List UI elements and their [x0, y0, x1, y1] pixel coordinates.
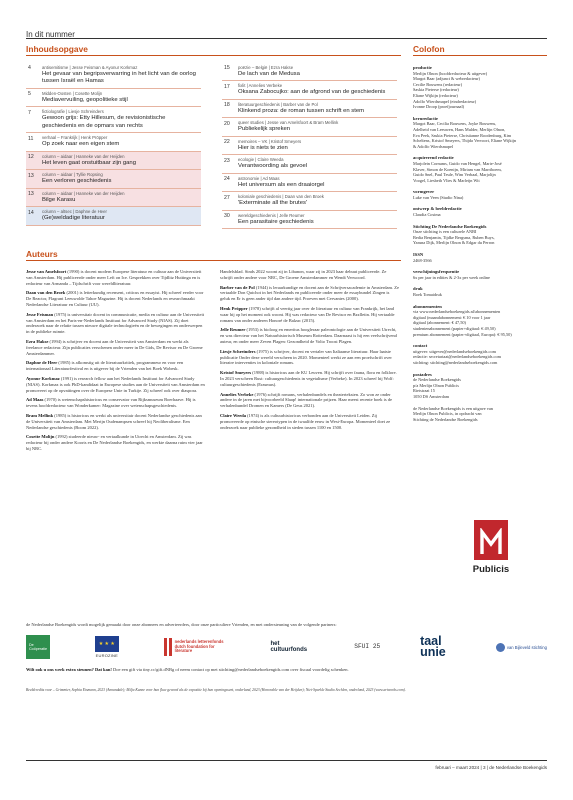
author-bio: (1994) is schrijver en docent aan de Universiteit van Amsterdam en werkt als freelance redacteur. Zijn publicaties verschenen onder meer in De Gids, De Revisor en De Groene Amsterdammer. — [26, 338, 203, 356]
author-name: Daan van den Broek — [26, 290, 66, 296]
toc-item[interactable] — [26, 207, 201, 225]
toc-page-number: 18 — [224, 102, 230, 109]
logo-cultuurfonds-text: het cultuurfonds — [270, 640, 308, 653]
author-entry — [26, 339, 206, 356]
author-entry — [220, 306, 400, 323]
colofon-line: Margot Baar, Cecilia Bouwens, Joyke Bouwens, — [413, 121, 497, 127]
logo-taalunie — [420, 636, 456, 658]
toc-item-body — [238, 176, 397, 190]
partner-logos — [26, 634, 547, 660]
toc-page-number: 4 — [28, 65, 31, 72]
colofon-line: digitaal (maandabonnement: € 10 voor 1 jaar — [413, 314, 491, 320]
toc-kicker: column – altsec | Daphne de Heer — [42, 209, 107, 215]
toc-item[interactable] — [26, 63, 201, 89]
toc-kicker: literatuurgeschiedenis | Barber van de Pol — [238, 101, 318, 107]
toc-kicker: memoires – VK | Kristof Smeyers — [238, 138, 302, 144]
toc-item[interactable] — [222, 118, 397, 136]
colofon-line: Claudia Cosima — [413, 212, 441, 218]
author-name: Ad Maas — [26, 397, 44, 403]
author-name: Cosette Molijn — [26, 434, 55, 440]
colofon-heading: acquirerend redactie — [413, 155, 454, 161]
logo-taalunie-text: taal unie — [420, 634, 446, 659]
toc-page-number: 15 — [224, 65, 230, 72]
toc-kicker: column – aidaar | Hanneke van der Heijden — [42, 190, 125, 196]
colofon-line: Adolfo Wierdsmapel (eindredacteur) — [413, 98, 477, 104]
logo-letterenfonds-text: nederlands letterenfonds dutch foundation for literature — [174, 639, 224, 654]
author-name: Liesje Schreinders — [220, 348, 256, 354]
toc-headline: Gewoon grijs: Etty Hillesum, de revisionistische geschiedenis en de opmars van rechts — [42, 115, 166, 129]
author-entry — [26, 376, 206, 393]
colofon-heading: ISSN — [413, 252, 424, 258]
publicis-logo-text: Publicis — [472, 564, 510, 575]
toc-page-number: 23 — [224, 157, 230, 164]
colofon-line: Guido Snel, Paul Teule, Wim Verbaal, Marjolijn — [413, 172, 496, 178]
toc-page-number: 30 — [224, 213, 230, 220]
toc-headline: Mediavervuiling, geopolitieke stijl — [42, 96, 128, 103]
colofon-block — [413, 206, 547, 217]
author-bio: (1975) is schrijver, docent en vertaler van Italiaanse literatuur. Haar laatste publicatie Onder deze wereld verscheen in 2020. Momenteel werkt ze aan een proefschrift over literaire interventies in koloniale romans. — [220, 348, 392, 366]
author-entry — [220, 349, 400, 366]
colofon-line: Scheltens, Kristof Smeyers, Thijda Vervoort, Eliane Wijkijn — [413, 138, 517, 144]
logo-cultuurfonds — [270, 641, 314, 654]
author-name: Ezra Hakse — [26, 338, 49, 344]
colofon-line: de Nederlandse Boekengids — [413, 377, 461, 383]
colofon-block — [413, 343, 547, 365]
colofon-line: Adelheid van Leeuwen, Hans Mulder, Merlijn Olnon, — [413, 126, 506, 132]
colofon-line: 6x per jaar in edities & 2-3x per week online — [413, 274, 490, 280]
toc-item[interactable] — [26, 89, 201, 107]
colofon-heading: postadres — [413, 371, 432, 377]
author-entry — [220, 269, 400, 281]
colofon-line: Marjolein Cornums, Guido van Hengel, Marie-José — [413, 160, 502, 166]
toc-page-number: 5 — [28, 91, 31, 98]
toc-page-number: 14 — [28, 209, 34, 216]
author-name: Daphne de Heer — [26, 360, 58, 366]
logo-eurozine-text: EUROZINE — [95, 653, 118, 658]
colofon-line: Boek Tomaidruk — [413, 292, 442, 297]
toc-item-body — [42, 154, 201, 168]
toc-right-column — [222, 63, 397, 229]
toc-item-body — [42, 172, 201, 186]
toc-item-body — [238, 194, 397, 208]
toc-item-body — [42, 109, 201, 130]
toc-page-number: 11 — [28, 135, 34, 142]
toc-item-body — [238, 139, 397, 153]
cta-text: Doe een gift via tiny.cc/gift.dNBg of neem contact op met stichting@nederlandseboekengids.com over fiscaal voordelig schenken. — [113, 667, 349, 672]
author-entry — [26, 397, 206, 409]
logo-van-bijleveld — [496, 643, 547, 652]
colofon-block — [413, 65, 547, 110]
toc-page-number: 24 — [224, 176, 230, 183]
author-entry — [220, 327, 400, 344]
author-name: Barber van de Pol — [220, 284, 255, 290]
logo-dc-text: De Coöperatie — [29, 642, 48, 651]
toc-kicker: column – aidaar | Tyllie Ropsing — [42, 172, 103, 178]
toc-item[interactable] — [222, 100, 397, 118]
toc-headline: 'Exterminate all the brutes' — [238, 200, 308, 207]
colofon-line: redactie: secretariaat@nederlandseboekengids.com — [413, 354, 501, 360]
toc-headline: Bilge Karasu — [42, 196, 76, 203]
toc-item[interactable] — [222, 155, 397, 173]
colofon-block — [413, 406, 547, 423]
page-header — [26, 24, 547, 38]
colofon-line: 2468-3566 — [413, 257, 432, 263]
toc-item-body — [238, 102, 397, 116]
toc-headline: Klinkend proza: de roman tussen schrift en stem — [238, 107, 365, 114]
toc-item[interactable] — [26, 170, 201, 188]
colofon-line: Margot Baar (adjunct & webredacteur) — [413, 76, 480, 82]
toc-kicker: column – aidaar | Hanneke van der Heijden — [42, 153, 125, 159]
toc-item[interactable] — [222, 63, 397, 81]
author-bio: (1974) is als cultuurhistoricus verbonden aan de Universiteit Leiden. Zij promoveerde op etnische stereotypen in de twaalfde eeuw in West-Europa. Momenteel doet ze onderzoek naar publieke gezondheid in steden tussen 1100 en 1500. — [220, 412, 391, 430]
colofon-heading: druk — [413, 286, 423, 292]
colofon-line: premium abonnement (papier+digitaal, Europa): € 95,50) — [413, 331, 512, 337]
author-entry — [26, 312, 206, 335]
toc-kicker: queer studies | Jesse van Amelsfoort & Bram Mellink — [238, 120, 339, 126]
toc-kicker: fixlit | Annelies Verbeke — [238, 83, 283, 89]
author-entry — [220, 392, 400, 409]
author-entry — [26, 269, 206, 286]
toc-headline: Het universum als een draaiorgel — [238, 181, 325, 188]
toc-item-body — [238, 120, 397, 134]
colofon-line: Voogel, Liesbeth Vlies & Marleijn Wit — [413, 177, 480, 183]
toc-item-body — [238, 65, 397, 79]
colofon-heading: verschijningsfrequentie — [413, 269, 460, 275]
toc-item[interactable] — [222, 174, 397, 192]
colofon-heading: kernredactie — [413, 115, 438, 121]
colofon-block — [413, 252, 547, 263]
author-name: Annelies Verbeke — [220, 391, 254, 397]
colofon — [413, 44, 547, 428]
header-label: In dit nummer — [26, 30, 75, 39]
toc-item-body — [238, 83, 397, 97]
toc-item-body — [42, 65, 201, 86]
van-bijleveld-mark-icon — [496, 643, 505, 652]
author-name: Ayonur Korkmaz — [26, 375, 60, 381]
table-of-contents — [26, 44, 401, 225]
toc-headline: Verantwoording als gevoel — [238, 163, 308, 170]
author-entry — [220, 285, 400, 302]
author-name: Claire Weeda — [220, 412, 246, 418]
toc-page-number: 12 — [28, 154, 34, 161]
page-footer — [26, 760, 547, 770]
toc-page-number: 13 — [28, 191, 34, 198]
toc-kicker: Midden-Oosten | Cosette Molijn — [42, 90, 103, 96]
toc-page-number: 22 — [224, 139, 230, 146]
colofon-block — [413, 189, 547, 200]
colofon-title: Colofon — [413, 44, 445, 54]
author-entry — [26, 290, 206, 307]
author-bio: (1991) is research fellow aan het Nederlands Instituut for Advanced Study (NIAS). Korkmaz is ook PhD-kandidaat in Europese studies aan de Universiteit van Amsterdam en promoveert op de opvattingen over de Europese Unie in Turkije. Zij schreef ook over diaspora. — [26, 375, 205, 393]
colofon-block — [413, 269, 547, 280]
publicis-logo — [468, 520, 514, 582]
toc-kicker: ecologie | Claire Weeda — [238, 157, 284, 163]
author-bio: (1985) is historicus en werkt als universitair docent Nederlandse geschiedenis aan de Universiteit van Amsterdam. Met Merijn Oudenampsen schreef hij Neoliberalisme. Een Nederlandse geschiedenis (Boom 2022). — [26, 412, 202, 430]
author-name: Bram Mellink — [26, 412, 54, 418]
colofon-line: Luke van Veen (Studio Nina) — [413, 194, 464, 200]
colofon-line: Cecilie Bouwens (redacteur) — [413, 81, 463, 87]
colofon-line: Stichting de Nederlandse Boekengids — [413, 416, 478, 422]
colofon-block — [413, 116, 547, 150]
eu-stars-icon: ★ ★ ★ — [95, 636, 119, 652]
author-bio: (1990) is docent modern Europese literatuur en cultuur aan de Universiteit van Amsterdam. Hij publiceerde onder meer Left on Ice. Gesprekken over Tijdlitz Huttinga en is redacteur van Armanda – Tijdschrift voor wereldliteratuur. — [26, 269, 202, 286]
contents-title: Inhoudsopgave — [26, 44, 88, 54]
colofon-block — [413, 304, 547, 338]
toc-kicker: verhaal – Frankrijk | Henk Pröpper — [42, 135, 108, 141]
colofon-block — [413, 286, 547, 297]
logo-sfui — [354, 643, 380, 651]
colofon-line: de Nederlandse Boekengids is een uitgave van — [413, 405, 493, 411]
colofon-line: Yaruna Dijk, Merlijn Olnon & Edgar du Perron — [413, 240, 495, 246]
colofon-heading: ontwerp & beeldredactie — [413, 206, 462, 212]
authors-right-column — [220, 269, 400, 456]
colofon-line: via www.nederlandseboekengids.nl/abonnementen — [413, 309, 501, 315]
contents-rule — [26, 55, 401, 56]
toc-page-number: 20 — [224, 120, 230, 127]
colofon-line: & Adolfo Wierdsmapel — [413, 143, 454, 149]
author-name: Jesse Feisman — [26, 311, 54, 317]
logo-letterenfonds — [164, 638, 231, 656]
colofon-line: studentenabonnement (papier+digitaal: € 49,50) — [413, 325, 496, 331]
colofon-block — [413, 155, 547, 183]
toc-item-body — [42, 209, 201, 223]
sponsors-intro: de Nederlandse Boekengids wordt mogelijk gemaakt door onze abonnees en adverteerders, door onze particuliere Vrienden, en met ondersteuning van de volgende partners: — [26, 622, 337, 627]
toc-headline: Een parasitaire geschiedenis — [238, 218, 314, 225]
toc-headline: Op zoek naar een eigen stem — [42, 141, 120, 148]
toc-headline: Hier is niets te zien — [238, 144, 288, 151]
colofon-blocks — [413, 65, 547, 422]
image-credits: Beeldcredits voor – Grimmier, Sophia Eismann, 2023 (Annandale); Milja Kunne voor hun fluw geword als de expositie bij hun openingssent, onderland, 2023 (Honorable van der Heijden); Niet-Sparkle Studio Sechlen, onderland, 2023 (www.artworks.com). — [26, 688, 406, 692]
toc-kicker: fictiolografie | Liesje Schreinders — [42, 109, 104, 115]
author-name: Henk Pröpper — [220, 305, 248, 311]
authors-rule — [26, 260, 401, 261]
author-entry — [220, 413, 400, 430]
toc-headline: Een verloren geschiedenis — [42, 178, 112, 185]
author-bio: (2001) is letterkundig recensent, criticus en essayist. Hij schreef eerder voor De Reactor, Flagrant Leeuwolde Tahoe Magazine. Hij is docent Nederlands en researchmaakt Nederlandse Literatuur en Cultuur (UU). — [26, 290, 204, 307]
toc-page-number: 13 — [28, 172, 34, 179]
colofon-line: 1050 DS Amsterdam — [413, 393, 450, 399]
toc-item-body — [238, 157, 397, 171]
colofon-line: Merlijn Olnon Publicis, in opdracht van — [413, 411, 482, 417]
author-entry — [26, 413, 206, 430]
colofon-line: Ivonne Droop (proefjournaal) — [413, 104, 465, 110]
colofon-line: Rietstraat 15 — [413, 388, 435, 394]
toc-page-number: 17 — [224, 83, 230, 90]
colofon-heading: abonnementen — [413, 303, 442, 309]
colofon-line: Eliane Wijkijn (redacteur) — [413, 92, 458, 98]
toc-kicker: wereldgeschiedenis | Jelle Reumer — [238, 212, 305, 218]
colofon-rule — [413, 55, 547, 56]
colofon-line: Klaver, Simon de Koenijn, Miriam van Marriboem, — [413, 166, 502, 172]
toc-kicker: astronomie | Ad Maas — [238, 175, 280, 181]
toc-item[interactable] — [222, 81, 397, 99]
toc-item[interactable] — [26, 107, 201, 133]
author-bio: (1978) schrijft al veertig jaar over de literatuur en cultuur van Frankrijk, het land waar hij op het moment ook woont. Hij was redacteur van De Revisor en Bzzlletin. Hij vertaalde romans van onder anderen Honoré de Balzac (2015). — [220, 305, 395, 323]
toc-item-body — [42, 135, 201, 149]
toc-headline: Publiekelijk spreken — [238, 126, 291, 133]
author-name: Jesse van Amelsfoort — [26, 269, 67, 274]
toc-kicker: koloniale geschiedenis | Daan van den Broek — [238, 194, 324, 200]
authors-section — [26, 249, 401, 456]
toc-headline: (Ge)weldadige literatuur — [42, 215, 105, 222]
toc-headline: De lach van de Medusa — [238, 70, 300, 77]
colofon-line: p/a Merlijn Olnon Publicis — [413, 382, 459, 388]
colofon-line: Onze stichting is een culturele ANBI — [413, 229, 477, 235]
footer-rule — [26, 760, 547, 761]
toc-headline: Oksana Zabocujko: aan de afgrond van de geschiedenis — [238, 89, 386, 96]
toc-item-body — [238, 213, 397, 227]
footer-text: februari – maart 2024 | 3 | de Nederlandse Boekengids — [435, 765, 547, 770]
toc-page-number: 7 — [28, 109, 31, 116]
colofon-line: uitgever: uitgever@nederlandseboekengids.com — [413, 348, 496, 354]
colofon-heading: vormgever — [413, 189, 435, 195]
author-bio: (1988) is historicus aan de KU Leuven. Hij schrijft over fauna, flora en folklore. In 2023 verscheen Rust: cultuurgeschiedenis in vegetalisme (Verbeke). In 2023 schreef hij Wolf: cultuurgeschiedenis (Erasmus). — [220, 370, 397, 387]
colofon-line: Bedia Benjamin, Tijdke Bergsma, Ruben Buys, — [413, 234, 495, 240]
author-entry — [26, 434, 206, 451]
publicis-m-glyph — [480, 528, 502, 556]
header-rule — [26, 38, 547, 39]
cta-bold: Wilt ook u ons werk extra steunen? Dat kan! — [26, 667, 112, 672]
toc-page-number: 27 — [224, 194, 230, 201]
toc-headline: Het gevaar van begripsverwarring in het licht van de oorlog tussen Israël en Hamas — [42, 70, 196, 85]
letterenfonds-mark-icon — [164, 638, 172, 656]
author-bio: Handelsblad. Sinds 2022 woont zij in Libanon, waar zij in 2023 haar debuut publiceerde. Ze schrijft onder andere voor NRC, De Groene Amsterdammer en Wendt Verwoord. — [220, 269, 387, 280]
logo-van-bijleveld-text: van Bijleveld stichting — [506, 644, 547, 650]
colofon-line: Merlijn Olnon (hoofdredacteur & uitgever) — [413, 70, 488, 76]
colofon-line: Saskia Pieterse (redacteur) — [413, 87, 459, 93]
author-bio: (1944) is leraarkundige en docent aan de Schrijversacademie in Amsterdam. Ze vertaalde Don Quichot in het Nederlands en publiceerde onder meer de essaybundel Zingen is geluk en Er is geen ander tijd dan andere tijd. Proeven met Cervantes (2000). — [220, 284, 399, 302]
colofon-line: digitaal (abonnement: € 47,50) — [413, 320, 466, 326]
author-bio: (1976) schrijft romans, verhalenbundels en theaterteksten. Zo won ze onder andere in de jaren met bijvoorbeeld Slaap! internationale prijzen. Haar meest recente boek is de verhalenbundel Dromen en Kamers (De Geus 2021). — [220, 391, 393, 409]
authors-title: Auteurs — [26, 249, 58, 259]
toc-item-body — [42, 191, 201, 205]
support-call-to-action — [26, 667, 547, 673]
author-entry — [26, 360, 206, 372]
author-name: Kristof Smeyers — [220, 370, 252, 376]
colofon-line: stichting: stichting@nederlandseboekengids.com — [413, 359, 498, 365]
author-entry — [220, 370, 400, 387]
author-bio: (1992) studeerde nieuw- en vertaalkunde in Utrecht en Amsterdam. Zij was redacteur bij onder andere Koorts en De Nederlandse Boekengids, en werkte daarna ruim vier jaar bij NRC. — [26, 434, 203, 451]
author-bio: (1953) is bioloog en emeritus hoogleraar paleontologie aan de Universiteit Utrecht, en was directeur van het Natuurhistorisch Museum Rotterdam. Daarnaast is hij een veelschrijvend auteur, en onder meer Zeven Plagen: Gezondheid de Volto Troost Plagen. — [220, 327, 397, 344]
toc-item[interactable] — [26, 152, 201, 170]
toc-item-body — [42, 91, 201, 105]
authors-left-column — [26, 269, 206, 456]
toc-item[interactable] — [26, 189, 201, 207]
author-bio: (1985) is afkomstig uit de literatuurkritiek, programmeur en voor een internationaal Literatuurfestival en is uitgever bij de Vrienden van het Boek Wobesk. — [26, 360, 184, 372]
colofon-block — [413, 372, 547, 400]
author-bio: (1970) is wetenschapshistoricus en conservator van Rijksmuseum Boerhaave. Hij is tevens hoofdredacteur van Wonderkamer: Magazine over wetenschapsgeschiedenis. — [26, 397, 196, 409]
toc-headline: Het leven gaat onstuitbaar zijn gang — [42, 159, 136, 166]
toc-kicker: poëzie – België | Ezra Hakse — [238, 64, 294, 70]
colofon-heading: contact — [413, 343, 428, 349]
author-name: Jelle Reumer — [220, 327, 246, 333]
toc-item[interactable] — [222, 137, 397, 155]
logo-de-cooperatie — [26, 635, 50, 659]
logo-sfui-text: SFUI 25 — [354, 643, 381, 650]
colofon-heading: productie — [413, 65, 432, 70]
toc-kicker: antisemitisme | Jesse Feisman & Ayonur Korkmaz — [42, 64, 138, 70]
colofon-heading: Stichting De Nederlandse Boekengids — [413, 223, 487, 229]
colofon-block — [413, 224, 547, 246]
logo-eurozine — [90, 636, 124, 658]
toc-left-column — [26, 63, 201, 226]
toc-item[interactable] — [222, 192, 397, 210]
colofon-line: Eva Peek, Saskia Pieterse, Christianne Roodenburg, Kim — [413, 132, 512, 138]
sponsors-section — [26, 622, 547, 693]
author-bio: (1975) is universitair docent in communicatie, media en cultuur aan de Universiteit van Amsterdam en het Paris-en-Nederlands Instituut for Advanced Study (NIAS). Zij doet onderzoek naar de relatie tussen nieuwe digitale technologieën en de bewegingen en onderwerpen in de publieke ruimte. — [26, 311, 204, 335]
toc-item[interactable] — [222, 211, 397, 229]
toc-item[interactable] — [26, 133, 201, 151]
